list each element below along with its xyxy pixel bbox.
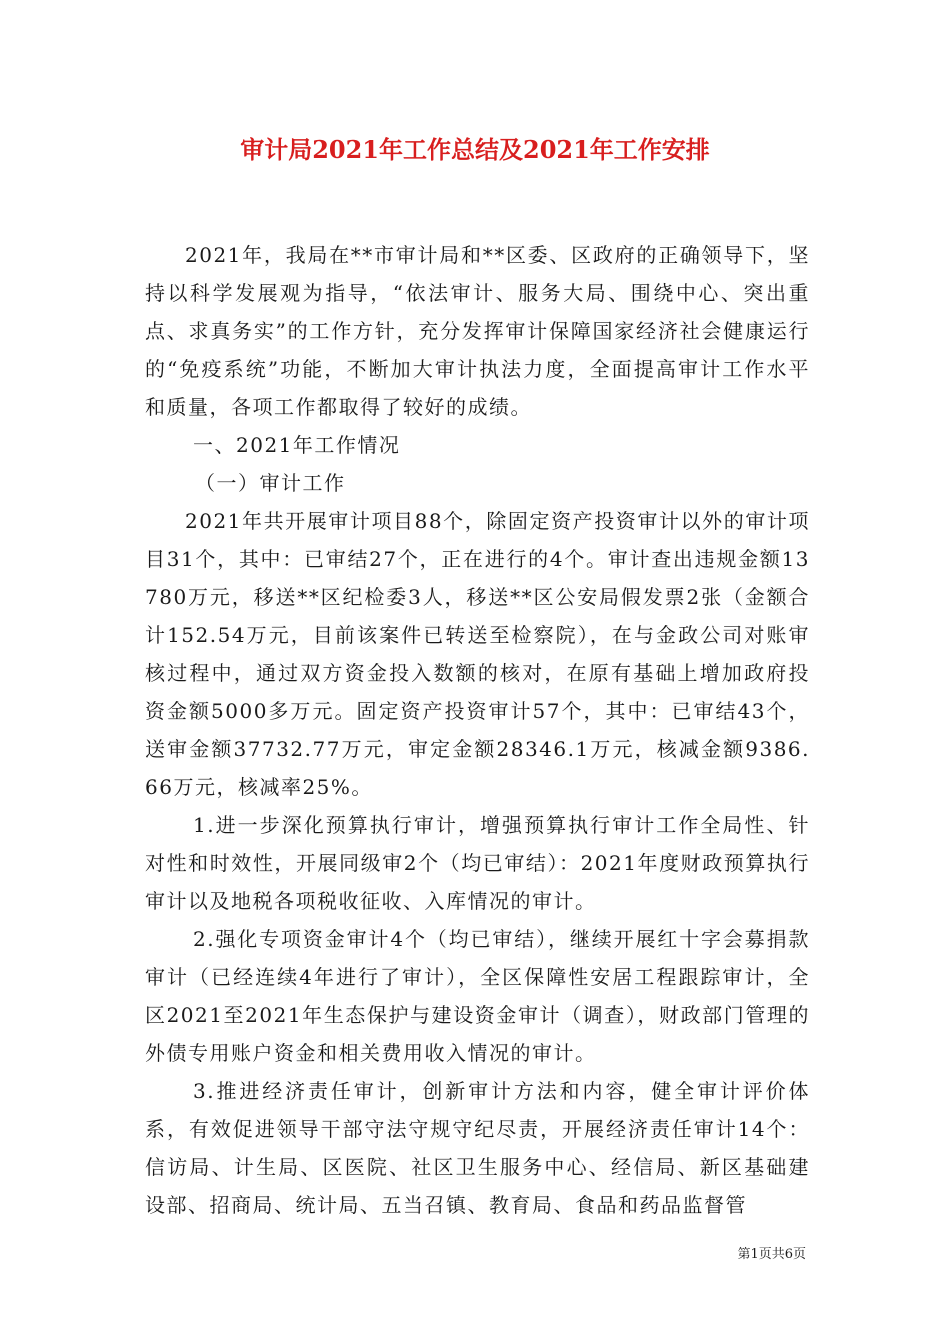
section-heading: 一、2021年工作情况 bbox=[193, 433, 401, 457]
list-item-1: 1.进一步深化预算执行审计，增强预算执行审计工作全局性、针对性和时效性，开展同级审2个（均已审结）：2021年度财政预算执行审计以及地税各项税收征收、入库情况的审计。 bbox=[145, 813, 810, 913]
page-number: 第1页共6页 bbox=[737, 1247, 806, 1262]
document-body bbox=[145, 236, 810, 1224]
document-title: 审计局2021年工作总结及2021年工作安排 bbox=[240, 135, 710, 164]
list-item-2: 2.强化专项资金审计4个（均已审结），继续开展红十字会募捐款审计（已经连续4年进行了审计），全区保障性安居工程跟踪审计，全区2021至2021年生态保护与建设资金审计（调查），财政部门管理的外债专用账户资金和相关费用收入情况的审计。 bbox=[145, 927, 810, 1065]
intro-paragraph: 2021年，我局在**市审计局和**区委、区政府的正确领导下，坚持以科学发展观为指导，“依法审计、服务大局、围绕中心、突出重点、求真务实”的工作方针，充分发挥审计保障国家经济社会健康运行的“免疫系统”功能，不断加大审计执法力度，全面提高审计工作水平和质量，各项工作都取得了较好的成绩。 bbox=[145, 243, 810, 419]
list-item-3: 3.推进经济责任审计，创新审计方法和内容，健全审计评价体系，有效促进领导干部守法守规守纪尽责，开展经济责任审计14个：信访局、计生局、区医院、社区卫生服务中心、经信局、新区基础建设部、招商局、统计局、五当召镇、教育局、食品和药品监督管 bbox=[145, 1079, 810, 1217]
audit-summary-paragraph: 2021年共开展审计项目88个，除固定资产投资审计以外的审计项目31个，其中：已审结27个，正在进行的4个。审计查出违规金额13780万元，移送**区纪检委3人，移送**区公安局假发票2张（金额合计152.54万元，目前该案件已转送至检察院），在与金政公司对账审核过程中，通过双方资金投入数额的核对，在原有基础上增加政府投资金额5000多万元。固定资产投资审计57个，其中：已审结43个，送审金额37732.77万元，审定金额28346.1万元，核减金额9386.66万元，核减率25%。 bbox=[145, 509, 810, 799]
subsection-heading: （一）审计工作 bbox=[195, 471, 346, 495]
